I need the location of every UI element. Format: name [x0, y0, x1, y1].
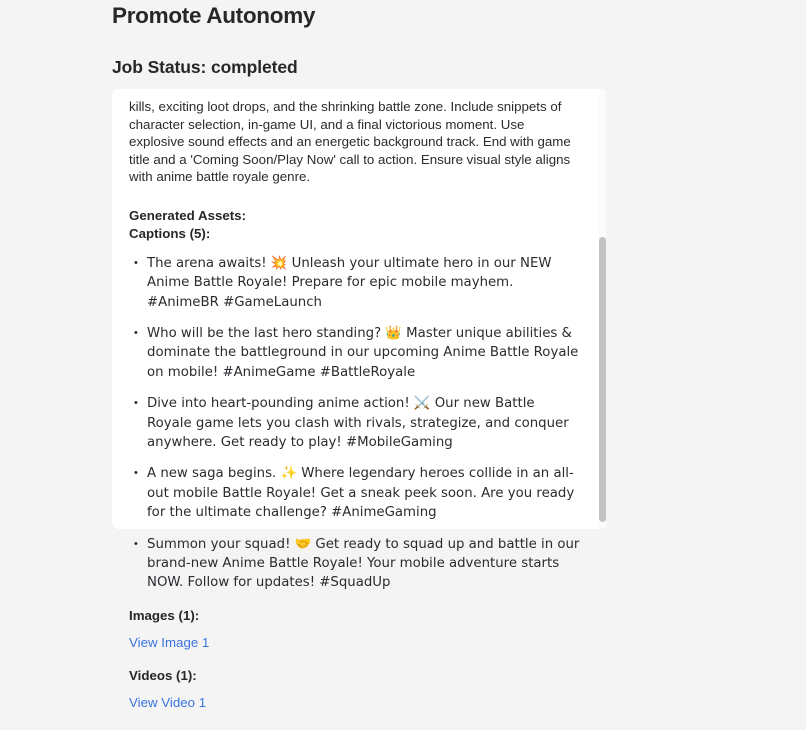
bullet-icon: • [134, 537, 138, 550]
generated-assets-label: Generated Assets: [129, 207, 247, 223]
job-result-scroll-area[interactable] [112, 89, 606, 710]
panel-scrollbar-thumb[interactable] [599, 237, 606, 522]
list-item [129, 464, 582, 522]
caption-text: A new saga begins. ✨ Where legendary heroes collide in an all-out mobile Battle Royale! Get a sneak peek soon. Are you ready for the ultimate challenge? #AnimeGaming [147, 466, 575, 520]
list-item [129, 394, 582, 452]
images-label: Images (1): [129, 608, 200, 624]
view-video-link[interactable]: View Video 1 [129, 694, 207, 710]
captions-label: Captions (5): [129, 225, 211, 241]
captions-list [129, 254, 582, 592]
caption-text: Summon your squad! 🤝 Get ready to squad up and battle in our brand-new Anime Battle Royale! Your mobile adventure starts NOW. Follow for updates! #SquadUp [147, 536, 580, 590]
job-status-heading: Job Status: completed [112, 57, 298, 77]
bullet-icon: • [134, 397, 138, 410]
list-item [129, 324, 582, 382]
bullet-icon: • [134, 327, 138, 340]
list-item [129, 254, 582, 312]
caption-text: Who will be the last hero standing? 👑 Master unique abilities & dominate the battleground in our upcoming Anime Battle Royale on mobile! #AnimeGame #BattleRoyale [147, 326, 579, 380]
videos-label: Videos (1): [129, 668, 197, 684]
caption-text: Dive into heart-pounding anime action! ⚔️ Our new Battle Royale game lets you clash with rivals, strategize, and conquer anywhere. Get ready to play! #MobileGaming [147, 396, 569, 450]
view-image-link[interactable]: View Image 1 [129, 634, 210, 650]
bullet-icon: • [134, 257, 138, 270]
job-result-content [112, 89, 606, 730]
caption-text: The arena awaits! 💥 Unleash your ultimate hero in our NEW Anime Battle Royale! Prepare for epic mobile mayhem. #AnimeBR #GameLaunch [147, 256, 552, 310]
bullet-icon: • [134, 467, 138, 480]
page-title: Promote Autonomy [112, 3, 316, 28]
job-result-panel [112, 89, 606, 710]
prompt-excerpt-text: kills, exciting loot drops, and the shrinking battle zone. Include snippets of character selection, in-game UI, and a final victorious moment. Use explosive sound effects and an energetic background track. End with game title and a 'Coming Soon/Play Now' call to action. Ensure visual style aligns with anime battle royale genre. [129, 99, 571, 185]
list-item [129, 535, 582, 593]
